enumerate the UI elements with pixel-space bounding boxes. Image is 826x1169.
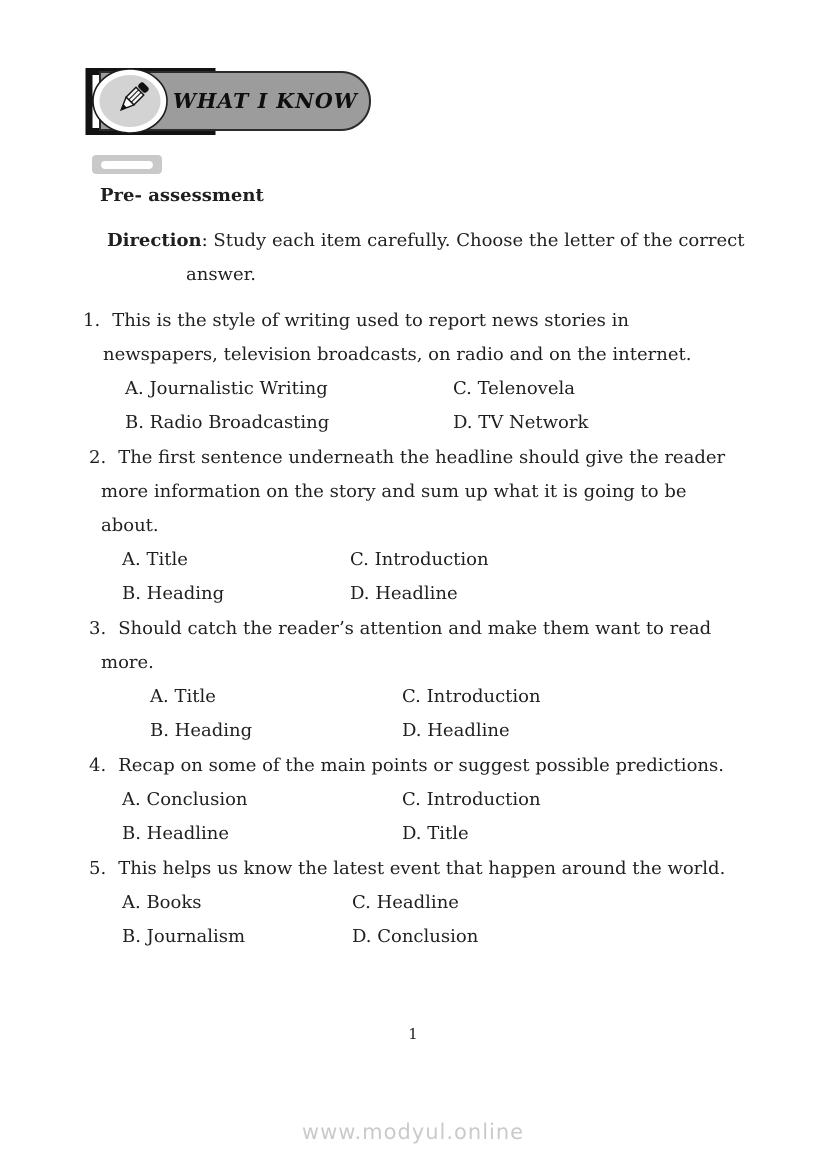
question-2-option-b: B. Heading: [122, 583, 225, 604]
question-5-line-1: [89, 857, 725, 881]
direction-line: [107, 229, 744, 253]
question-3-option-c: C. Introduction: [402, 686, 541, 707]
question-1-text: This is the style of writing used to report news stories in: [112, 310, 629, 331]
question-4-option-b: B. Headline: [122, 823, 230, 844]
page-number: 1: [408, 1025, 418, 1043]
question-4-text: Recap on some of the main points or suggest possible predictions.: [118, 755, 724, 776]
question-1-line-2: newspapers, television broadcasts, on radio and on the internet.: [103, 344, 692, 365]
banner-title: WHAT I KNOW: [173, 89, 358, 113]
question-2-line-1: [89, 446, 725, 470]
question-5-option-c: C. Headline: [352, 892, 459, 913]
question-1-option-b: B. Radio Broadcasting: [125, 412, 330, 433]
question-1-option-a: A. Journalistic Writing: [125, 378, 328, 399]
question-5-option-d: D. Conclusion: [352, 926, 479, 947]
question-4-option-a: A. Conclusion: [122, 789, 248, 810]
question-2-number: 2.: [89, 447, 107, 468]
question-3-option-a: A. Title: [150, 686, 216, 707]
question-3-text: Should catch the reader’s attention and make them want to read: [118, 618, 712, 639]
decorative-tab: [92, 155, 162, 174]
question-3-line-1: [89, 617, 711, 641]
question-1-line-1: [83, 309, 629, 333]
question-3-option-b: B. Heading: [150, 720, 253, 741]
question-1-option-d: D. TV Network: [453, 412, 589, 433]
question-4-line-1: [89, 754, 724, 778]
question-2-option-d: D. Headline: [350, 583, 458, 604]
direction-label: Direction: [107, 230, 202, 251]
question-2-option-a: A. Title: [122, 549, 188, 570]
question-5-text: This helps us know the latest event that happen around the world.: [118, 858, 726, 879]
question-5-option-a: A. Books: [122, 892, 202, 913]
question-5-option-b: B. Journalism: [122, 926, 246, 947]
section-heading: Pre- assessment: [100, 185, 264, 206]
direction-line-2: answer.: [186, 264, 256, 285]
question-2-line-3: about.: [101, 515, 159, 536]
question-2-text: The first sentence underneath the headline should give the reader: [118, 447, 726, 468]
direction-text: : Study each item carefully. Choose the letter of the correct: [201, 230, 745, 251]
question-1-option-c: C. Telenovela: [453, 378, 575, 399]
decorative-tab-inner: [101, 161, 153, 169]
question-2-line-2: more information on the story and sum up what it is going to be: [101, 481, 687, 502]
question-3-option-d: D. Headline: [402, 720, 510, 741]
question-3-line-2: more.: [101, 652, 154, 673]
what-i-know-banner: [80, 60, 390, 140]
watermark: www.modyul.online: [301, 1120, 525, 1144]
question-4-option-d: D. Title: [402, 823, 469, 844]
question-1-number: 1.: [83, 310, 101, 331]
question-5-number: 5.: [89, 858, 107, 879]
question-3-number: 3.: [89, 618, 107, 639]
question-2-option-c: C. Introduction: [350, 549, 489, 570]
question-4-option-c: C. Introduction: [402, 789, 541, 810]
question-4-number: 4.: [89, 755, 107, 776]
